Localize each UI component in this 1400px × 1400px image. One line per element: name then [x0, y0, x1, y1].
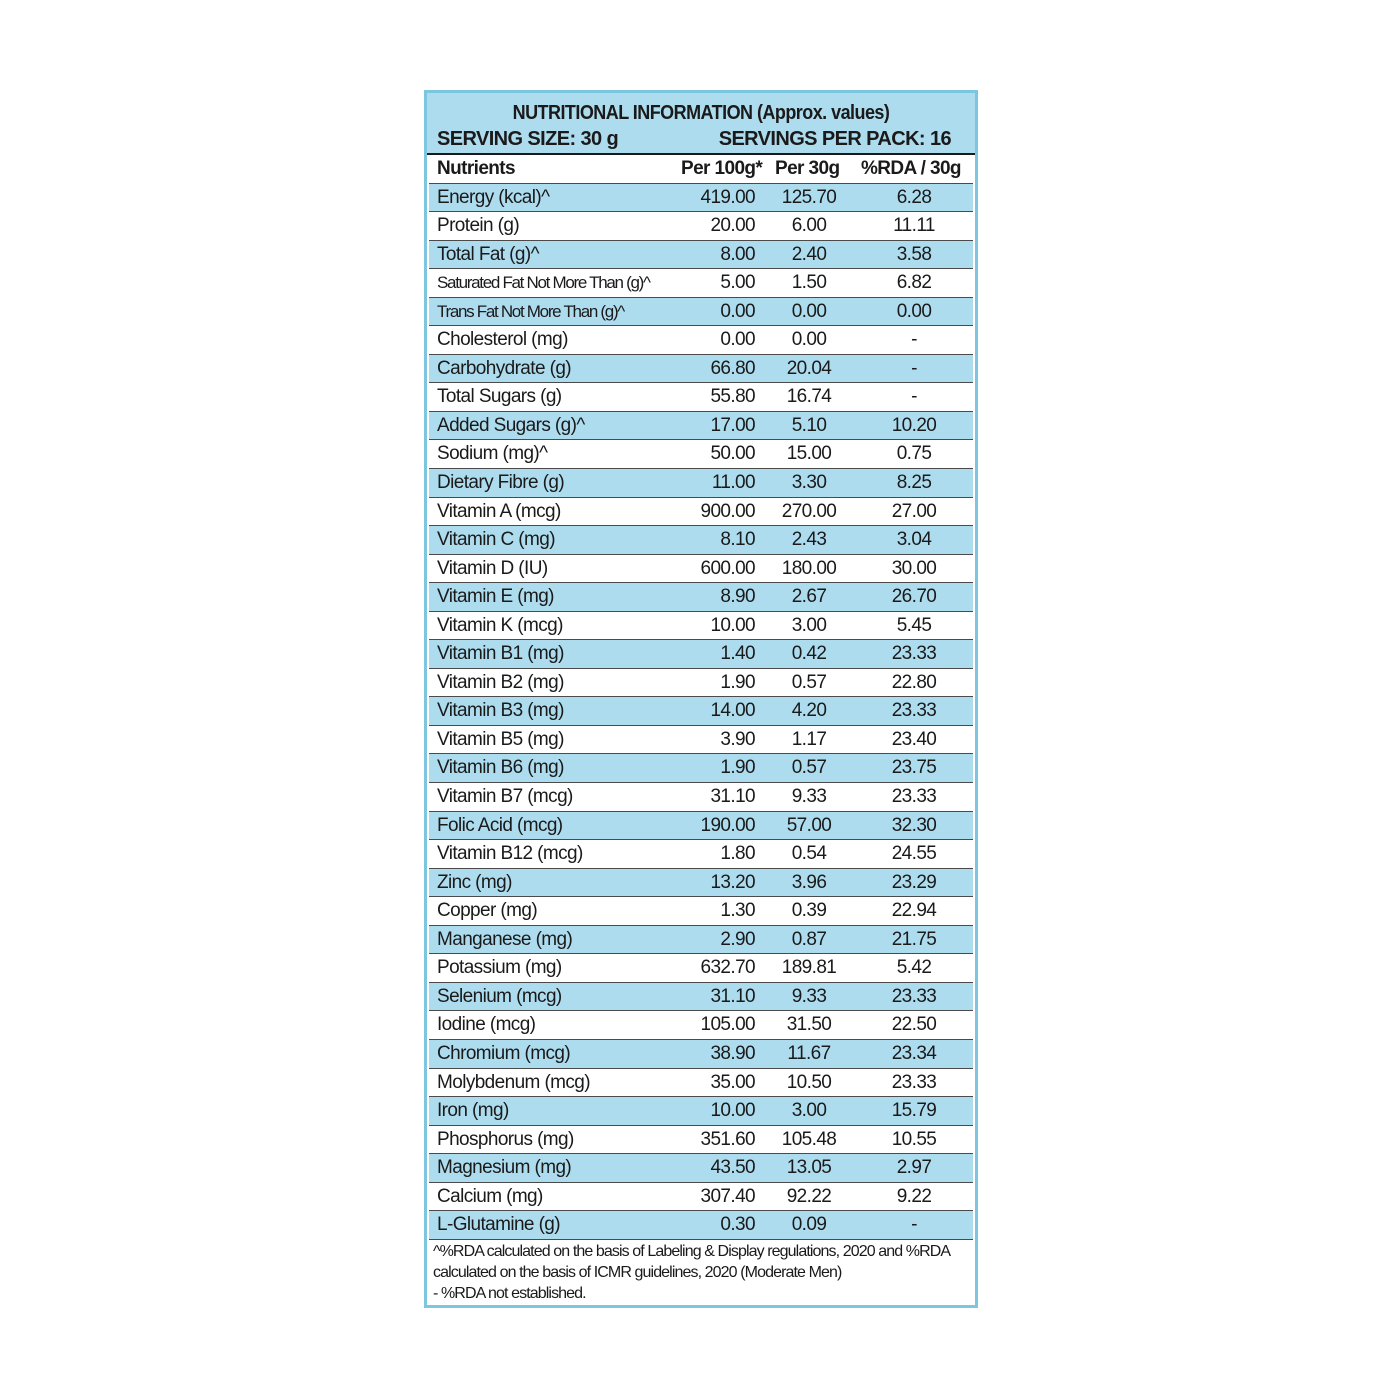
- column-header-per-100g: Per 100g*: [681, 158, 763, 179]
- table-row: [429, 383, 973, 412]
- column-header-nutrients: Nutrients: [437, 158, 515, 179]
- value-rda: 22.94: [891, 900, 937, 922]
- value-per-100g: 632.70: [700, 957, 755, 979]
- table-row: [429, 783, 973, 812]
- table-row: [429, 355, 973, 384]
- value-per-30g: 2.67: [791, 586, 827, 608]
- table-row: [429, 754, 973, 783]
- value-per-100g: 17.00: [710, 414, 755, 436]
- value-rda: 22.80: [891, 671, 937, 693]
- value-per-100g: 13.20: [710, 871, 755, 893]
- table-row: [429, 726, 973, 755]
- column-header-rda: %RDA / 30g: [861, 158, 961, 179]
- table-row: [429, 440, 973, 469]
- nutrient-name: Energy (kcal)^: [437, 186, 550, 208]
- value-rda: 15.79: [891, 1100, 937, 1122]
- value-per-30g: 189.81: [781, 957, 837, 979]
- value-per-30g: 0.42: [791, 643, 827, 665]
- nutrient-name: Calcium (mg): [437, 1185, 543, 1207]
- nutrient-name: Cholesterol (mg): [437, 329, 568, 351]
- value-per-30g: 31.50: [786, 1014, 832, 1036]
- value-rda: 11.11: [893, 215, 935, 237]
- nutrient-name: Selenium (mcg): [437, 985, 562, 1007]
- value-per-30g: 6.00: [791, 215, 827, 237]
- value-rda: 21.75: [891, 928, 937, 950]
- value-per-30g: 9.33: [791, 985, 827, 1007]
- value-per-100g: 35.00: [710, 1071, 755, 1093]
- nutrient-name: Vitamin B3 (mg): [437, 700, 564, 722]
- value-per-100g: 43.50: [710, 1157, 755, 1179]
- nutrient-name: Vitamin D (IU): [437, 557, 548, 579]
- value-per-30g: 10.50: [786, 1071, 832, 1093]
- table-row: [429, 697, 973, 726]
- nutrient-name: Potassium (mg): [437, 957, 562, 979]
- table-row: [429, 412, 973, 441]
- value-rda: 10.55: [891, 1128, 937, 1150]
- value-per-30g: 2.43: [791, 529, 827, 551]
- nutrient-name: Iodine (mcg): [437, 1014, 536, 1036]
- value-per-30g: 57.00: [786, 814, 832, 836]
- nutrient-name: Iron (mg): [437, 1100, 509, 1122]
- value-per-30g: 2.40: [791, 243, 827, 265]
- nutrient-name: Phosphorus (mg): [437, 1128, 574, 1150]
- value-rda: 6.28: [896, 186, 932, 208]
- column-header-per-30g: Per 30g: [775, 158, 840, 179]
- value-per-100g: 10.00: [710, 614, 755, 636]
- table-row: [429, 1069, 973, 1098]
- value-rda: 0.00: [896, 300, 932, 322]
- nutrient-name: Trans Fat Not More Than (g)^: [437, 301, 624, 321]
- nutrition-title: NUTRITIONAL INFORMATION (Approx. values): [512, 102, 890, 124]
- value-per-30g: 9.33: [791, 786, 827, 808]
- value-per-100g: 31.10: [710, 786, 755, 808]
- value-per-100g: 600.00: [700, 557, 755, 579]
- nutrient-name: Folic Acid (mcg): [437, 814, 563, 836]
- value-per-100g: 3.90: [720, 728, 755, 750]
- nutrient-name: Vitamin B12 (mcg): [437, 843, 583, 865]
- value-rda: 23.33: [891, 700, 937, 722]
- nutrient-name: Saturated Fat Not More Than (g)^: [437, 273, 650, 293]
- value-rda: 5.45: [896, 614, 932, 636]
- table-row: [429, 498, 973, 527]
- table-row: [429, 326, 973, 355]
- value-per-100g: 2.90: [720, 928, 755, 950]
- value-per-30g: 0.39: [791, 900, 827, 922]
- table-row: [429, 869, 973, 898]
- nutrient-name: Manganese (mg): [437, 928, 573, 950]
- table-row: [429, 469, 973, 498]
- table-row: [429, 983, 973, 1012]
- value-per-100g: 1.30: [720, 900, 755, 922]
- nutrient-name: Protein (g): [437, 215, 520, 237]
- value-rda: 6.82: [896, 272, 932, 294]
- value-rda: 5.42: [896, 957, 932, 979]
- value-per-100g: 8.10: [720, 529, 755, 551]
- table-row: [429, 897, 973, 926]
- value-per-100g: 8.00: [720, 243, 755, 265]
- table-row: [429, 1211, 973, 1240]
- value-rda: 0.75: [896, 443, 932, 465]
- value-rda: 23.33: [891, 786, 937, 808]
- nutrient-name: Vitamin B1 (mg): [437, 643, 564, 665]
- nutrient-name: Added Sugars (g)^: [437, 414, 585, 436]
- nutrient-name: Vitamin C (mg): [437, 529, 555, 551]
- table-row: [429, 212, 973, 241]
- value-per-100g: 1.40: [720, 643, 755, 665]
- servings-per-pack: SERVINGS PER PACK: 16: [718, 128, 951, 150]
- nutrient-name: L-Glutamine (g): [437, 1214, 560, 1236]
- nutrient-name: Total Sugars (g): [437, 386, 562, 408]
- value-rda: 24.55: [891, 843, 937, 865]
- value-rda: 2.97: [896, 1157, 932, 1179]
- table-header-row: [429, 155, 973, 184]
- footnote-line: - %RDA not established.: [433, 1285, 586, 1302]
- value-per-30g: 105.48: [781, 1128, 837, 1150]
- table-row: [429, 669, 973, 698]
- value-per-100g: 307.40: [700, 1185, 755, 1207]
- value-per-30g: 11.67: [787, 1042, 831, 1064]
- value-per-100g: 419.00: [700, 186, 755, 208]
- value-per-30g: 1.17: [791, 728, 827, 750]
- nutrient-name: Vitamin B2 (mg): [437, 671, 564, 693]
- value-rda: 30.00: [891, 557, 937, 579]
- nutrition-label-panel: [424, 90, 978, 1308]
- nutrient-name: Dietary Fibre (g): [437, 472, 565, 494]
- value-rda: 9.22: [896, 1185, 932, 1207]
- value-rda: -: [911, 357, 917, 379]
- value-rda: 23.34: [891, 1042, 937, 1064]
- table-row: [429, 269, 973, 298]
- value-per-30g: 3.30: [791, 472, 827, 494]
- value-per-30g: 20.04: [786, 357, 832, 379]
- nutrient-name: Magnesium (mg): [437, 1157, 572, 1179]
- nutrient-name: Copper (mg): [437, 900, 538, 922]
- value-per-100g: 900.00: [700, 500, 755, 522]
- nutrient-name: Molybdenum (mcg): [437, 1071, 591, 1093]
- value-rda: 10.20: [891, 414, 937, 436]
- table-row: [429, 812, 973, 841]
- value-per-30g: 270.00: [781, 500, 837, 522]
- value-per-30g: 3.00: [791, 614, 827, 636]
- value-per-30g: 180.00: [781, 557, 837, 579]
- value-rda: 32.30: [891, 814, 937, 836]
- value-per-100g: 190.00: [700, 814, 755, 836]
- value-per-100g: 1.90: [720, 757, 755, 779]
- nutrient-name: Vitamin B6 (mg): [437, 757, 564, 779]
- nutrient-name: Vitamin A (mcg): [437, 500, 561, 522]
- table-row: [429, 1154, 973, 1183]
- value-rda: 23.29: [891, 871, 937, 893]
- value-per-100g: 351.60: [700, 1128, 755, 1150]
- value-rda: 23.33: [891, 643, 937, 665]
- table-row: [429, 241, 973, 270]
- value-per-100g: 0.00: [720, 300, 755, 322]
- value-per-30g: 3.00: [791, 1100, 827, 1122]
- table-row: [429, 298, 973, 327]
- value-per-30g: 15.00: [786, 443, 832, 465]
- nutrient-name: Carbohydrate (g): [437, 357, 572, 379]
- footnote: [433, 1241, 973, 1304]
- value-rda: 3.58: [896, 243, 932, 265]
- table-row: [429, 612, 973, 641]
- table-row: [429, 926, 973, 955]
- value-per-100g: 0.00: [720, 329, 755, 351]
- value-rda: 8.25: [896, 472, 932, 494]
- value-per-100g: 20.00: [710, 215, 755, 237]
- value-per-100g: 38.90: [710, 1042, 755, 1064]
- value-per-30g: 3.96: [791, 871, 827, 893]
- value-per-100g: 66.80: [710, 357, 755, 379]
- value-per-100g: 50.00: [710, 443, 755, 465]
- value-per-100g: 5.00: [720, 272, 755, 294]
- value-rda: -: [911, 329, 917, 351]
- nutrition-header: [427, 93, 975, 155]
- value-rda: 27.00: [891, 500, 937, 522]
- value-per-30g: 0.57: [791, 671, 827, 693]
- value-rda: 23.33: [891, 1071, 937, 1093]
- value-per-30g: 0.57: [791, 757, 827, 779]
- value-per-100g: 10.00: [710, 1100, 755, 1122]
- footnote-line: calculated on the basis of ICMR guidelines, 2020 (Moderate Men): [433, 1264, 842, 1281]
- value-rda: -: [911, 1214, 917, 1236]
- value-per-100g: 1.90: [720, 671, 755, 693]
- value-rda: 26.70: [891, 586, 937, 608]
- value-per-100g: 11.00: [711, 472, 755, 494]
- value-rda: 23.33: [891, 985, 937, 1007]
- table-row: [429, 1040, 973, 1069]
- table-row: [429, 640, 973, 669]
- table-row: [429, 1011, 973, 1040]
- serving-size: SERVING SIZE: 30 g: [437, 128, 619, 150]
- table-row: [429, 1183, 973, 1212]
- nutrient-name: Vitamin E (mg): [437, 586, 554, 608]
- nutrient-name: Zinc (mg): [437, 871, 512, 893]
- table-row: [429, 1097, 973, 1126]
- value-per-100g: 55.80: [710, 386, 755, 408]
- value-rda: 22.50: [891, 1014, 937, 1036]
- table-row: [429, 555, 973, 584]
- nutrient-name: Vitamin B7 (mcg): [437, 786, 573, 808]
- value-per-100g: 105.00: [700, 1014, 755, 1036]
- value-per-30g: 0.00: [791, 329, 827, 351]
- value-per-30g: 16.74: [786, 386, 832, 408]
- table-row: [429, 1126, 973, 1155]
- value-per-30g: 0.87: [791, 928, 827, 950]
- table-row: [429, 583, 973, 612]
- value-per-30g: 4.20: [791, 700, 827, 722]
- value-rda: 23.75: [891, 757, 937, 779]
- value-rda: -: [911, 386, 917, 408]
- footnote-line: ^%RDA calculated on the basis of Labeling & Display regulations, 2020 and %RDA: [433, 1243, 951, 1260]
- value-per-100g: 0.30: [720, 1214, 755, 1236]
- nutrient-table: [429, 155, 973, 1240]
- table-row: [429, 954, 973, 983]
- value-per-30g: 0.09: [791, 1214, 827, 1236]
- value-rda: 3.04: [896, 529, 932, 551]
- value-per-100g: 1.80: [720, 843, 755, 865]
- table-row: [429, 526, 973, 555]
- value-per-30g: 13.05: [786, 1157, 832, 1179]
- value-per-100g: 8.90: [720, 586, 755, 608]
- nutrient-name: Chromium (mcg): [437, 1042, 571, 1064]
- nutrient-name: Total Fat (g)^: [437, 243, 539, 265]
- nutrient-name: Vitamin B5 (mg): [437, 728, 564, 750]
- value-per-30g: 125.70: [781, 186, 837, 208]
- value-per-30g: 5.10: [791, 414, 827, 436]
- value-per-30g: 1.50: [791, 272, 827, 294]
- value-per-30g: 0.00: [791, 300, 827, 322]
- table-row: [429, 184, 973, 213]
- nutrient-name: Sodium (mg)^: [437, 443, 548, 465]
- value-per-100g: 31.10: [710, 985, 755, 1007]
- value-per-30g: 92.22: [786, 1185, 832, 1207]
- nutrient-name: Vitamin K (mcg): [437, 614, 563, 636]
- table-row: [429, 840, 973, 869]
- value-per-100g: 14.00: [710, 700, 755, 722]
- value-per-30g: 0.54: [791, 843, 827, 865]
- value-rda: 23.40: [891, 728, 937, 750]
